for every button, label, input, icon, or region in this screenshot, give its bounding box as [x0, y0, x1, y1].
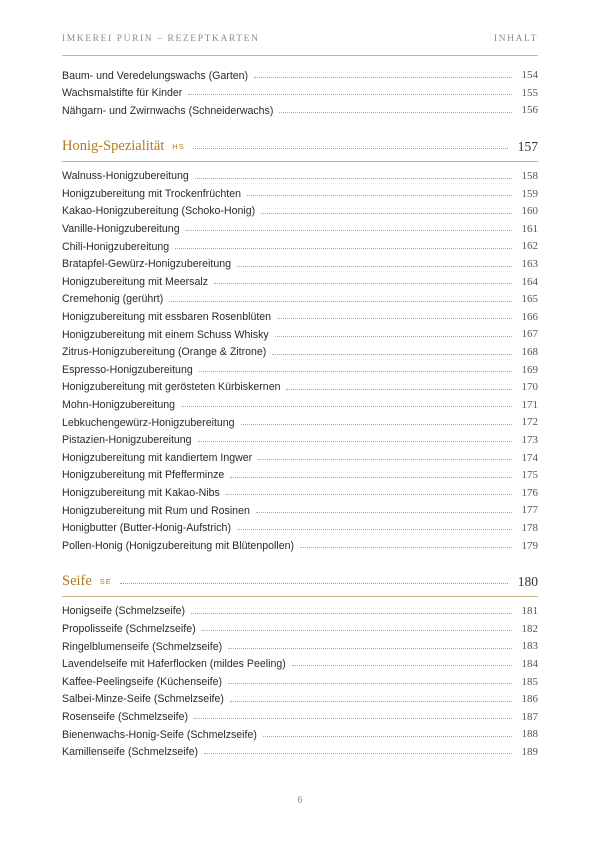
toc-entry-page: 155: [521, 86, 538, 99]
toc-entry[interactable]: [62, 361, 538, 379]
section-title: Seife: [62, 573, 92, 590]
dot-leader: [175, 248, 512, 249]
dot-leader: [202, 630, 512, 631]
toc-entry-page: 173: [521, 433, 538, 446]
toc-entry-label: Bratapfel-Gewürz-Honigzubereitung: [62, 258, 231, 271]
section-rule: [62, 161, 538, 162]
dot-leader: [195, 178, 512, 179]
toc-entry[interactable]: [62, 726, 538, 744]
section-rule: [62, 596, 538, 597]
toc-entry-label: Wachsmalstifte für Kinder: [62, 87, 183, 100]
toc-entry-label: Honigzubereitung mit Meersalz: [62, 275, 209, 288]
toc-entry[interactable]: [62, 708, 538, 726]
section-code: SE: [99, 577, 112, 587]
toc-entry-page: 175: [521, 469, 538, 482]
dot-leader: [120, 583, 508, 584]
toc-entry-label: Vanille-Honigzubereitung: [62, 223, 180, 236]
dot-leader: [286, 389, 512, 390]
dot-leader: [230, 477, 512, 478]
dot-leader: [198, 441, 512, 442]
toc-entry-label: Lavendelseife mit Haferflocken (mildes Peeling): [62, 658, 286, 671]
dot-leader: [188, 94, 512, 95]
dot-leader: [186, 230, 512, 231]
toc-entry-label: Chili-Honigzubereitung: [62, 240, 170, 253]
toc-entry-label: Kakao-Honigzubereitung (Schoko-Honig): [62, 205, 256, 218]
toc-entry-label: Espresso-Honigzubereitung: [62, 363, 193, 376]
dot-leader: [228, 648, 512, 649]
dot-leader: [237, 266, 512, 267]
dot-leader: [292, 665, 512, 666]
table-of-contents: [62, 67, 538, 761]
toc-entry[interactable]: [62, 344, 538, 362]
section-page: 157: [517, 138, 538, 154]
toc-entry-page: 179: [521, 539, 538, 552]
toc-entry-page: 158: [521, 170, 538, 183]
toc-entry[interactable]: [62, 520, 538, 538]
toc-entry[interactable]: [62, 326, 538, 344]
dot-leader: [230, 701, 512, 702]
toc-entry-page: 160: [521, 205, 538, 218]
dot-leader: [247, 195, 512, 196]
dot-leader: [254, 77, 512, 78]
toc-entry-page: 189: [521, 745, 538, 758]
toc-entry-label: Honigzubereitung mit einem Schuss Whisky: [62, 328, 269, 341]
toc-entry[interactable]: [62, 291, 538, 309]
toc-entry[interactable]: [62, 185, 538, 203]
toc-entry-page: 187: [521, 710, 538, 723]
toc-entry-page: 181: [521, 605, 538, 618]
toc-entry-label: Honigzubereitung mit essbaren Rosenblüten: [62, 311, 272, 324]
toc-entry-page: 156: [521, 104, 538, 117]
toc-entry-page: 178: [521, 521, 538, 534]
toc-entry-page: 182: [521, 622, 538, 635]
toc-entry[interactable]: [62, 691, 538, 709]
toc-entry-label: Kamillenseife (Schmelzseife): [62, 746, 199, 759]
dot-leader: [272, 354, 512, 355]
toc-entry-page: 171: [521, 398, 538, 411]
toc-entry-page: 162: [521, 240, 538, 253]
dot-leader: [193, 148, 508, 149]
toc-entry-label: Rosenseife (Schmelzseife): [62, 710, 188, 723]
toc-entry-label: Baum- und Veredelungswachs (Garten): [62, 69, 249, 82]
toc-entry-label: Bienenwachs-Honig-Seife (Schmelzseife): [62, 728, 257, 741]
dot-leader: [277, 318, 512, 319]
toc-entry[interactable]: [62, 620, 538, 638]
header-section: INHALT: [493, 34, 538, 44]
toc-entry-label: Honigseife (Schmelzseife): [62, 605, 186, 618]
toc-entry[interactable]: [62, 414, 538, 432]
dot-leader: [169, 301, 512, 302]
toc-entry-label: Cremehonig (gerührt): [62, 293, 164, 306]
section-title: Honig-Spezialität: [62, 138, 165, 155]
toc-entry-label: Ringelblumenseife (Schmelzseife): [62, 640, 223, 653]
toc-entry-page: 163: [521, 258, 538, 271]
dot-leader: [279, 112, 512, 113]
dot-leader: [263, 736, 512, 737]
dot-leader: [226, 494, 512, 495]
dot-leader: [261, 213, 512, 214]
toc-entry-label: Walnuss-Honigzubereitung: [62, 170, 189, 183]
toc-entry[interactable]: [62, 397, 538, 415]
dot-leader: [204, 753, 512, 754]
toc-entry-label: Honigzubereitung mit Kakao-Nibs: [62, 486, 220, 499]
toc-entry-label: Mohn-Honigzubereitung: [62, 399, 176, 411]
toc-entry-page: 186: [521, 693, 538, 706]
toc-entry-page: 170: [521, 381, 538, 394]
toc-entry[interactable]: [62, 102, 538, 120]
toc-entry-page: 176: [521, 486, 538, 499]
toc-entry-page: 174: [521, 451, 538, 464]
page-number: 6: [297, 795, 303, 806]
toc-entry[interactable]: [62, 656, 538, 674]
toc-entry[interactable]: [62, 67, 538, 85]
toc-entry-label: Salbei-Minze-Seife (Schmelzseife): [62, 693, 224, 706]
toc-entry[interactable]: [62, 673, 538, 691]
section-heading[interactable]: [62, 135, 538, 159]
toc-entry-page: 154: [521, 69, 538, 82]
toc-entry-page: 169: [521, 363, 538, 376]
toc-entry-page: 165: [521, 293, 538, 306]
header-rule: [62, 55, 538, 56]
dot-leader: [191, 613, 512, 614]
toc-entry[interactable]: [62, 168, 538, 186]
toc-entry[interactable]: [62, 537, 538, 555]
toc-entry-label: Pistazien-Honigzubereitung: [62, 434, 192, 447]
toc-entry[interactable]: [62, 502, 538, 520]
toc-entry[interactable]: [62, 309, 538, 327]
toc-entry-page: 164: [521, 275, 538, 288]
toc-entry-page: 183: [521, 640, 538, 653]
header-title: IMKEREI PURIN – REZEPTKARTEN: [62, 34, 260, 44]
dot-leader: [237, 529, 512, 530]
toc-entry[interactable]: [62, 256, 538, 274]
toc-entry[interactable]: [62, 221, 538, 239]
dot-leader: [181, 406, 512, 407]
toc-entry[interactable]: [62, 638, 538, 656]
section-page: 180: [517, 573, 538, 589]
toc-entry-label: Zitrus-Honigzubereitung (Orange & Zitrone): [62, 346, 267, 359]
dot-leader: [300, 547, 512, 548]
toc-entry-label: Honigzubereitung mit gerösteten Kürbiskernen: [62, 381, 281, 394]
toc-entry-page: 177: [521, 504, 538, 517]
dot-leader: [214, 283, 512, 284]
toc-entry-page: 185: [521, 675, 538, 688]
dot-leader: [199, 371, 512, 372]
toc-entry[interactable]: [62, 603, 538, 621]
section-code: HS: [172, 142, 185, 152]
dot-leader: [241, 424, 512, 425]
toc-entry[interactable]: [62, 467, 538, 485]
toc-entry-page: 184: [521, 657, 538, 670]
toc-entry-label: Pollen-Honig (Honigzubereitung mit Blütenpollen): [62, 539, 295, 552]
toc-entry[interactable]: [62, 379, 538, 397]
dot-leader: [228, 683, 512, 684]
toc-entry-label: Honigbutter (Butter-Honig-Aufstrich): [62, 522, 231, 535]
toc-entry[interactable]: [62, 449, 538, 467]
toc-entry[interactable]: [62, 432, 538, 450]
toc-entry-label: Honigzubereitung mit kandiertem Ingwer: [62, 451, 253, 464]
toc-entry[interactable]: [62, 744, 538, 762]
toc-entry-label: Lebkuchengewürz-Honigzubereitung: [62, 416, 235, 429]
toc-entry-page: 166: [521, 310, 538, 323]
toc-entry[interactable]: [62, 484, 538, 502]
section-heading[interactable]: [62, 570, 538, 594]
toc-entry-label: Honigzubereitung mit Pfefferminze: [62, 469, 225, 482]
running-header: [62, 32, 538, 46]
dot-leader: [275, 336, 512, 337]
toc-entry[interactable]: [62, 238, 538, 256]
toc-entry-page: 161: [521, 222, 538, 235]
toc-entry[interactable]: [62, 85, 538, 103]
toc-entry-page: 168: [521, 346, 538, 359]
toc-entry-page: 188: [521, 728, 538, 741]
dot-leader: [194, 718, 512, 719]
toc-entry-label: Propolisseife (Schmelzseife): [62, 622, 196, 635]
toc-entry[interactable]: [62, 203, 538, 221]
toc-entry-label: Nähgarn- und Zwirnwachs (Schneiderwachs): [62, 104, 274, 117]
dot-leader: [256, 512, 512, 513]
toc-entry-label: Honigzubereitung mit Trockenfrüchten: [62, 187, 242, 200]
dot-leader: [258, 459, 512, 460]
toc-entry-page: 167: [521, 328, 538, 341]
toc-entry[interactable]: [62, 273, 538, 291]
toc-entry-page: 172: [521, 416, 538, 429]
toc-entry-page: 159: [521, 187, 538, 200]
toc-entry-label: Honigzubereitung mit Rum und Rosinen: [62, 504, 250, 517]
toc-entry-label: Kaffee-Peelingseife (Küchenseife): [62, 675, 222, 688]
